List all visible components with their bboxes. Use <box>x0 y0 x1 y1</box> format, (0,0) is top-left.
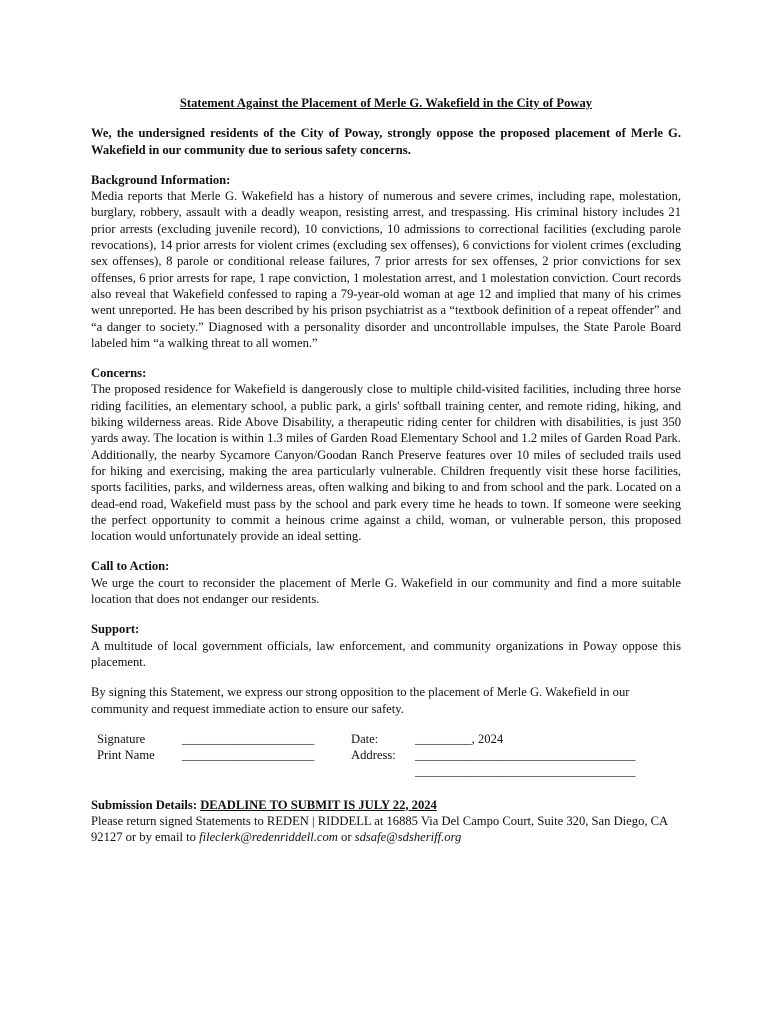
call-to-action-section <box>91 558 681 607</box>
address-field-2[interactable]: ___________________________________ <box>415 763 636 778</box>
concerns-section <box>91 365 681 544</box>
date-label: Date: <box>351 731 379 746</box>
address-label: Address: <box>351 747 396 762</box>
submission-text: Please return signed Statements to REDEN | RIDDELL at 16885 Via Del Campo Court, Suite 320, San Diego, CA 92127 or by email to <box>91 814 668 845</box>
date-field[interactable]: _________, 2024 <box>415 731 504 746</box>
concerns-heading: Concerns: <box>91 366 147 381</box>
print-name-label: Print Name <box>97 747 155 762</box>
background-section <box>91 172 681 351</box>
submission-deadline: DEADLINE TO SUBMIT IS JULY 22, 2024 <box>200 797 437 812</box>
signature-row <box>91 731 681 747</box>
signature-field[interactable]: _____________________ <box>182 731 315 746</box>
support-heading: Support: <box>91 622 140 637</box>
call-to-action-heading: Call to Action: <box>91 559 170 574</box>
document-title: Statement Against the Placement of Merle G. Wakefield in the City of Poway <box>179 96 593 110</box>
print-name-field[interactable]: _____________________ <box>182 747 315 762</box>
print-name-row <box>91 747 681 763</box>
submission-heading: Submission Details: <box>91 797 198 812</box>
document-page <box>91 95 681 846</box>
signature-block <box>91 731 681 781</box>
submission-details <box>91 797 681 846</box>
submission-body <box>91 813 671 846</box>
background-heading: Background Information: <box>91 172 231 187</box>
submission-connector: or <box>341 830 352 845</box>
email-link-fileclerk[interactable]: fileclerk@redenriddell.com <box>199 830 338 845</box>
closing-statement: By signing this Statement, we express our strong opposition to the placement of Merle G. Wakefield in our community and request immediate action to ensure our safety. <box>91 685 630 716</box>
address-row-2 <box>91 763 681 779</box>
background-body: Media reports that Merle G. Wakefield has a history of numerous and severe crimes, including rape, molestation, burglary, robbery, assault with a deadly weapon, resisting arrest, and trespassing. His criminal history includes 21 prior arrests (excluding juvenile record), 10 convictions, 10 admissions to correctional facilities (excluding parole revocations), 14 prior arrests for violent crimes (excluding sex offenses), 6 convictions for violent crimes (excluding sex offenses), 8 parole or conditional release failures, 7 prior arrests for sex offenses, 2 prior convictions for sex offenses, 6 prior arrests for rape, 1 rape conviction, 1 molestation arrest, and 1 molestation conviction. Court records also reveal that Wakefield confessed to raping a 79-year-old woman at age 12 and implied that many of his crimes went unreported. He has been described by his prison psychiatrist as a “textbook definition of a repeat offender” and “a danger to society.” Diagnosed with a personality disorder and uncontrollable impulses, the State Parole Board labeled him “a walking threat to all women.” <box>91 189 681 350</box>
intro-statement: We, the undersigned residents of the City of Poway, strongly oppose the proposed placement of Merle G. Wakefield in our community due to serious safety concerns. <box>91 126 681 157</box>
email-link-sdsafe[interactable]: sdsafe@sdsheriff.org <box>354 830 462 845</box>
address-field-1[interactable]: ___________________________________ <box>415 747 636 762</box>
call-to-action-body: We urge the court to reconsider the placement of Merle G. Wakefield in our community and find a more suitable location that does not endanger our residents. <box>91 575 681 607</box>
concerns-body: The proposed residence for Wakefield is dangerously close to multiple child-visited facilities, including three horse riding facilities, an elementary school, a public park, a girls' softball training center, and remote riding, hiking, and biking wilderness areas. Ride Above Disability, a therapeutic riding center for children with disabilities, is just 350 yards away. The location is within 1.3 miles of Garden Road Elementary School and 1.2 miles of Garden Road Park. Additionally, the nearby Sycamore Canyon/Goodan Ranch Preserve features over 10 miles of secluded trails used for hiking and exercising, making the area particularly vulnerable. Children frequently visit these horse facilities, sports facilities, parks, and wilderness areas, often walking and biking to and from school and the park. Located on a dead-end road, Wakefield must pass by the school and park every time he heads to town. If someone were seeking the perfect opportunity to commit a heinous crime against a child, woman, or vulnerable person, this proposed location would unfortunately provide an ideal setting. <box>91 382 681 544</box>
signature-label: Signature <box>97 731 146 746</box>
support-section <box>91 621 681 670</box>
support-body: A multitude of local government officials, law enforcement, and community organizations in Poway oppose this placement. <box>91 638 681 669</box>
